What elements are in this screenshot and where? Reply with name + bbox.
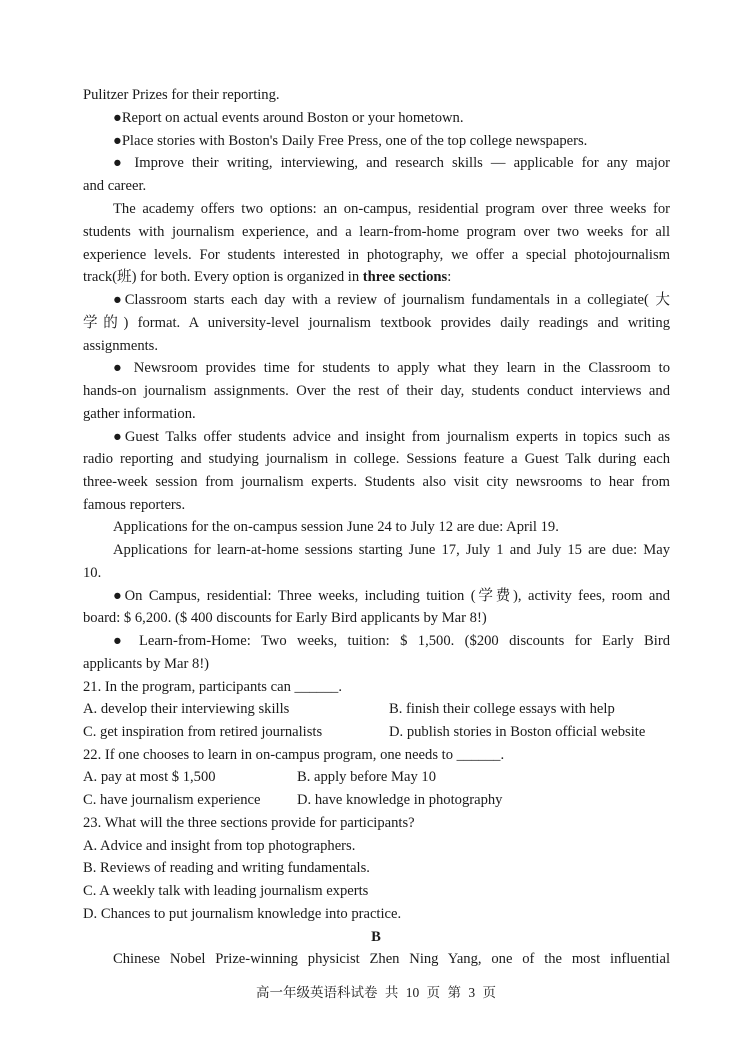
section-b-first-line: Chinese Nobel Prize-winning physicist Zhen Ning Yang, one of the most influential (113, 951, 670, 967)
question-23-stem: 23. What will the three sections provide for participants? (83, 815, 415, 831)
passage-line: Pulitzer Prizes for their reporting. (83, 87, 280, 103)
q21-option-c: C. get inspiration from retired journalists (83, 724, 323, 740)
q23-option-d: D. Chances to put journalism knowledge into practice. (83, 906, 402, 922)
paragraph-text: track(班) for both. Every option is organized in (83, 269, 363, 285)
q23-option-c: C. A weekly talk with leading journalism experts (83, 883, 369, 899)
paragraph-line: three-week session from journalism experts. Students also visit city newsrooms to hear from (83, 474, 670, 490)
paragraph-line: Applications for the on-campus session June 24 to July 12 are due: April 19. (113, 519, 559, 535)
paragraph-line: The academy offers two options: an on-campus, residential program over three weeks for (113, 201, 670, 217)
bullet-item: ●Classroom starts each day with a review of journalism fundamentals in a collegiate( 大 (113, 292, 670, 308)
paragraph-line: board: $ 6,200. ($ 400 discounts for Early Bird applicants by Mar 8!) (83, 610, 487, 626)
bullet-item: ●Guest Talks offer students advice and insight from journalism experts in topics such as (113, 429, 670, 445)
page-footer: 高一年级英语科试卷 共 10 页 第 3 页 (256, 985, 496, 1000)
passage-line: and career. (83, 178, 147, 194)
paragraph-line: 10. (83, 565, 102, 581)
bullet-item: ● Learn-from-Home: Two weeks, tuition: $ 1,500. ($200 discounts for Early Bird (113, 633, 670, 649)
bullet-item: ●On Campus, residential: Three weeks, including tuition (学费), activity fees, room and (113, 588, 670, 604)
bullet-item: ● Improve their writing, interviewing, and research skills — applicable for any major (113, 155, 670, 171)
paragraph-line: famous reporters. (83, 497, 186, 513)
paragraph-line: gather information. (83, 406, 196, 422)
paragraph-line: radio reporting and studying journalism in college. Sessions feature a Guest Talk during each (83, 451, 670, 467)
q22-option-b: B. apply before May 10 (297, 769, 437, 785)
bullet-item: ● Newsroom provides time for students to apply what they learn in the Classroom to (113, 360, 670, 376)
paragraph-line: assignments. (83, 338, 158, 354)
paragraph-line: Applications for learn-at-home sessions starting June 17, July 1 and July 15 are due: May (113, 542, 670, 558)
bullet-item: ●Place stories with Boston's Daily Free Press, one of the top college newspapers. (113, 133, 588, 149)
paragraph-line (83, 267, 670, 287)
question-22-stem: 22. If one chooses to learn in on-campus program, one needs to ______. (83, 747, 505, 763)
paragraph-line: applicants by Mar 8!) (83, 656, 210, 672)
q21-option-d: D. publish stories in Boston official website (389, 724, 646, 740)
q21-option-a: A. develop their interviewing skills (83, 701, 290, 717)
bullet-item: ●Report on actual events around Boston or your hometown. (113, 110, 464, 126)
q21-option-b: B. finish their college essays with help (389, 701, 615, 717)
paragraph-line: hands-on journalism assignments. Over the rest of their day, students conduct interviews and (83, 383, 670, 399)
three-sections-emphasis: three sections (362, 269, 448, 285)
paragraph-line: students with journalism experience, and a learn-from-home program over two weeks for all (83, 224, 670, 240)
paragraph-line: 学的) format. A university-level journalism textbook provides daily readings and writing (83, 315, 670, 331)
paragraph-line: experience levels. For students interested in photography, we offer a special photojournalism (83, 247, 670, 263)
question-21-stem: 21. In the program, participants can ______. (83, 679, 342, 695)
q22-option-c: C. have journalism experience (83, 792, 261, 808)
q22-option-d: D. have knowledge in photography (297, 792, 503, 808)
section-b-heading: B (371, 929, 381, 945)
paragraph-text: : (447, 269, 452, 285)
q23-option-b: B. Reviews of reading and writing fundamentals. (83, 860, 370, 876)
q22-option-a: A. pay at most $ 1,500 (83, 769, 216, 785)
q23-option-a: A. Advice and insight from top photographers. (83, 838, 356, 854)
